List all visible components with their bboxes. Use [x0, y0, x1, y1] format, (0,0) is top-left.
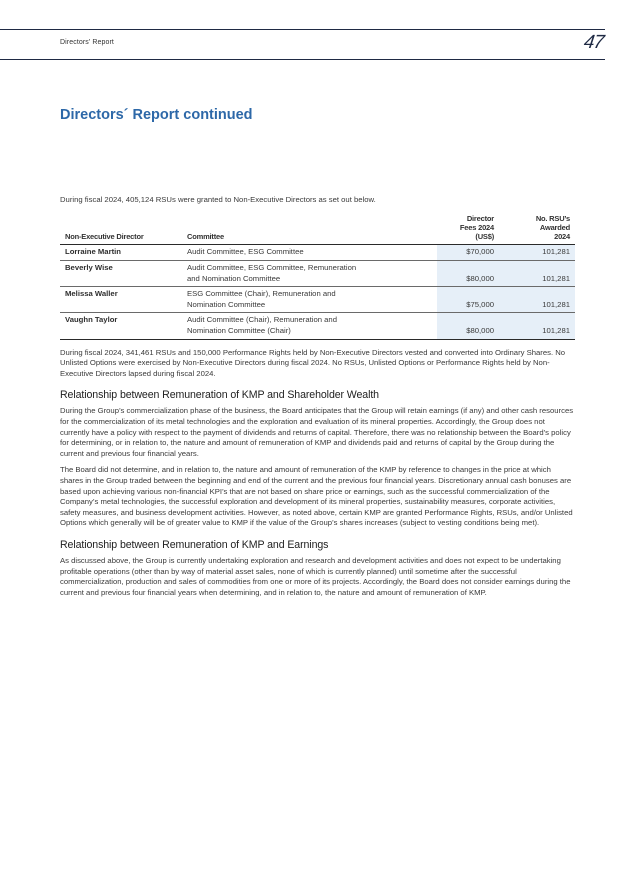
page-number: 47	[582, 32, 605, 53]
col-header-fees-line: Fees 2024	[459, 222, 494, 232]
col-header-rsus	[499, 214, 575, 245]
col-header-fees-line: Director	[466, 213, 494, 223]
page-title: Directors´ Report continued	[60, 107, 253, 123]
committee-line: Nomination Committee (Chair)	[187, 326, 291, 336]
table-row	[60, 261, 575, 287]
committee-cell	[182, 313, 437, 339]
paragraph: The Board did not determine, and in relation to, the nature and amount of remuneration of the KMP by reference to changes in the price at which shares in the Group traded between the beginning and end of the current and the previous four financial years. Discretionary annual cash bonuses are based upon achieving various non-financial KPI’s that are not based on share price or earnings, such as the successful commercialization of the Company’s metal technologies, the successful exploration and development of its mineral properties, sustainability measures, corporate activities, safety measures, and business development activities. However, as noted above, certain KMP are granted Performance Rights, RSUs, and/or Unlisted Options which generally will be of greater value to KMP if the value of the Group’s shares increases (subject to vesting conditions being met).	[60, 465, 573, 528]
table-row	[60, 313, 575, 339]
director-name: Melissa Waller	[65, 289, 118, 299]
header-bottom-rule	[0, 59, 605, 60]
committee-cell	[182, 287, 437, 313]
committee-cell	[182, 245, 437, 261]
table-row	[60, 245, 575, 261]
col-header-director: Non-Executive Director	[65, 232, 144, 242]
col-header-fees	[437, 214, 499, 245]
director-name: Vaughn Taylor	[65, 315, 118, 325]
col-header-rsus-line: 2024	[554, 232, 570, 242]
fees-cell: $80,000	[437, 313, 499, 339]
section-heading-shareholder-wealth: Relationship between Remuneration of KMP and Shareholder Wealth	[60, 389, 379, 402]
director-name: Beverly Wise	[65, 263, 113, 273]
director-fees-table	[60, 214, 575, 340]
paragraph: During the Group’s commercialization phase of the business, the Board anticipates that the Group will retain earnings (if any) and other cash resources for the commercialization of its metal technologies and the exploration and evaluation of its mineral properties. Accordingly, the Group does not currently have a policy with respect to the payment of dividends and returns of capital. Therefore, there was no relationship between the Board’s policy for determining, or in relation to, the nature and amount of remuneration of KMP and dividends paid and returns of capital by the Group during the current and previous four financial years.	[60, 406, 574, 458]
header-top-rule	[0, 29, 605, 30]
fees-cell: $80,000	[437, 261, 499, 287]
section-heading-earnings: Relationship between Remuneration of KMP and Earnings	[60, 538, 329, 551]
table-intro-text: During fiscal 2024, 405,124 RSUs were granted to Non-Executive Directors as set out below.	[60, 195, 376, 204]
fees-cell: $70,000	[437, 245, 499, 261]
committee-cell	[182, 261, 437, 287]
main-content	[60, 195, 575, 598]
committee-line: Audit Committee (Chair), Remuneration and	[187, 315, 337, 325]
table-row	[60, 287, 575, 313]
fees-cell: $75,000	[437, 287, 499, 313]
col-header-rsus-line: No. RSU’s	[535, 213, 570, 223]
rsus-cell: 101,281	[499, 313, 575, 339]
vesting-paragraph: During fiscal 2024, 341,461 RSUs and 150,000 Performance Rights held by Non-Executive Directors vested and converted into Ordinary Shares. No Unlisted Options were exercised by Non-Executive Directors during fiscal 2024. No RSUs, Unlisted Options or Performance Rights held by Non-Executive Directors lapsed during fiscal 2024.	[60, 347, 566, 378]
committee-line: ESG Committee (Chair), Remuneration and	[187, 289, 336, 299]
director-name: Lorraine Martin	[65, 247, 121, 257]
col-header-rsus-line: Awarded	[539, 222, 570, 232]
col-header-committee: Committee	[187, 232, 224, 242]
committee-line: Audit Committee, ESG Committee, Remuneration	[187, 263, 357, 273]
col-header-fees-line: (US$)	[475, 232, 494, 242]
rsus-cell: 101,281	[499, 245, 575, 261]
rsus-cell: 101,281	[499, 287, 575, 313]
running-header-label: Directors’ Report	[60, 39, 114, 46]
committee-line: Nomination Committee	[187, 299, 266, 309]
committee-line: Audit Committee, ESG Committee	[187, 247, 304, 257]
committee-line: and Nomination Committee	[187, 273, 281, 283]
table-header-row	[60, 214, 575, 245]
rsus-cell: 101,281	[499, 261, 575, 287]
paragraph: As discussed above, the Group is currently undertaking exploration and research and development activities and does not expect to be undertaking profitable operations (other than by way of material asset sales, none of which is currently planned) until sometime after the successful commercialization, production and sales of commodities from one or more of its projects. Accordingly, the Board does not consider earnings during the current and previous four financial years when determining, and in relation to, the nature and amount of remuneration of KMP.	[60, 555, 571, 597]
